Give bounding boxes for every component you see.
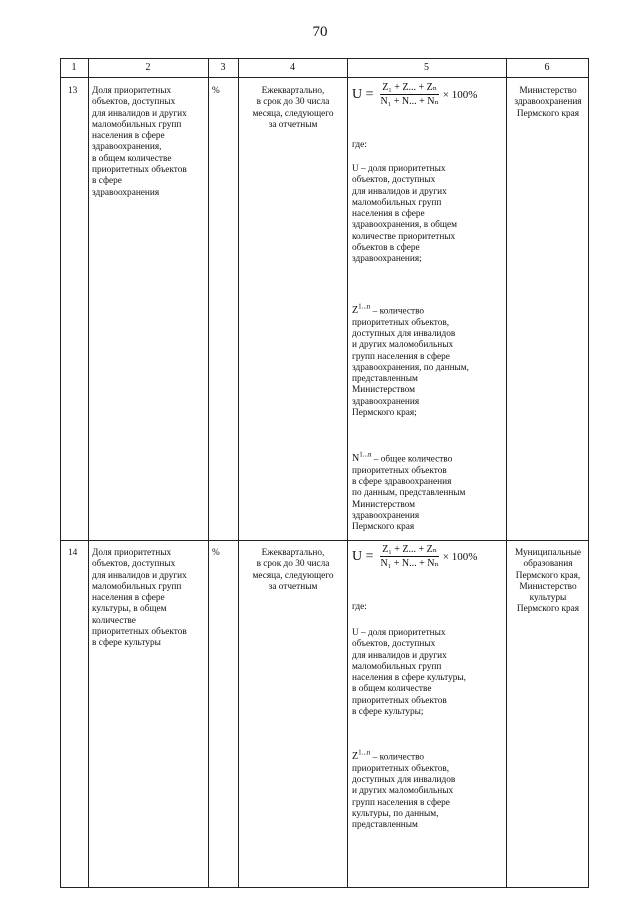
data-source: Муниципальные образования Пермского края, Министерство культуры Пермского края [515,548,581,615]
table-border-top [60,58,589,59]
column-header: 1 [71,62,77,73]
formula-multiplier: × 100% [442,88,478,101]
u-description: U – доля приоритетных объектов, доступных для инвалидов и других маломобильных групп населения в сфере здравоохранения, в общем количестве приоритетных объектов в сфере здравоохранения; [352,164,458,265]
z-description-block [352,748,504,831]
n-description: – общее количество приоритетных объектов в сфере здравоохранения по данным, представленным Министерством здравоохранения Пермского края [352,454,466,533]
z-symbol: $Z^{1...n}$ [352,303,371,317]
row-number: 14 [68,548,78,558]
col-border [238,58,239,888]
where-label: где: [352,602,367,612]
column-header: 6 [544,62,550,73]
formula-fraction [379,82,441,107]
page-number: 70 [312,24,328,40]
col-border [60,58,61,888]
indicator-name: Доля приоритетных объектов, доступных для инвалидов и других маломобильных групп населения в сфере культуры, в общем количестве приоритетных объектов в сфере культуры [92,548,187,649]
formula-lhs: U = [352,86,374,102]
u-description: U – доля приоритетных объектов, доступных для инвалидов и других маломобильных групп населения в сфере культуры, в общем количестве приоритетных объектов в сфере культуры; [352,628,466,718]
where-label: где: [352,140,367,150]
column-header: 3 [220,62,226,73]
row-number: 13 [68,86,78,96]
header-divider [60,77,589,78]
formula-numerator: Z₁ + Z... + Zₙ [382,544,438,555]
col-border [347,58,348,888]
col-border [588,58,589,888]
reporting-period: Ежеквартально, в срок до 30 числа месяца, следующего за отчетным [252,86,334,130]
z-description: – количество приоритетных объектов, доступных для инвалидов и других маломобильных групп населения в сфере здравоохранения, по данным, представленным Министерством здравоохранения Пермского края; [352,306,470,418]
col-border [208,58,209,888]
unit: % [212,548,220,558]
column-header: 5 [424,62,429,73]
column-header: 4 [290,62,295,73]
formula-denominator: N₁ + N... + Nₙ [380,96,439,107]
reporting-period: Ежеквартально, в срок до 30 числа месяца, следующего за отчетным [252,548,334,592]
column-header: 2 [145,62,151,73]
z-description-block [352,302,504,419]
formula-fraction [379,544,441,569]
unit: % [212,86,220,96]
row-divider [60,540,589,541]
col-border [88,58,89,888]
z-symbol: $Z^{1...n}$ [352,749,371,763]
table-border-bottom [60,887,589,888]
z-description: – количество приоритетных объектов, доступных для инвалидов и других маломобильных групп населения в сфере культуры, по данным, представленным [352,752,456,831]
formula [352,544,477,569]
formula-multiplier: × 100% [442,550,478,563]
formula-numerator: Z₁ + Z... + Zₙ [382,82,438,93]
indicator-name: Доля приоритетных объектов, доступных для инвалидов и других маломобильных групп населения в сфере здравоохранения, в общем количестве приоритетных объектов в сфере здравоохранения [92,86,187,198]
col-border [506,58,507,888]
n-symbol: $N^{1...n}$ [352,451,372,465]
data-source: Министерство здравоохранения Пермского края [514,86,582,119]
n-description-block [352,450,504,533]
formula-lhs: U = [352,548,374,564]
indicator-table [60,58,589,888]
formula-denominator: N₁ + N... + Nₙ [380,558,439,569]
formula [352,82,477,107]
